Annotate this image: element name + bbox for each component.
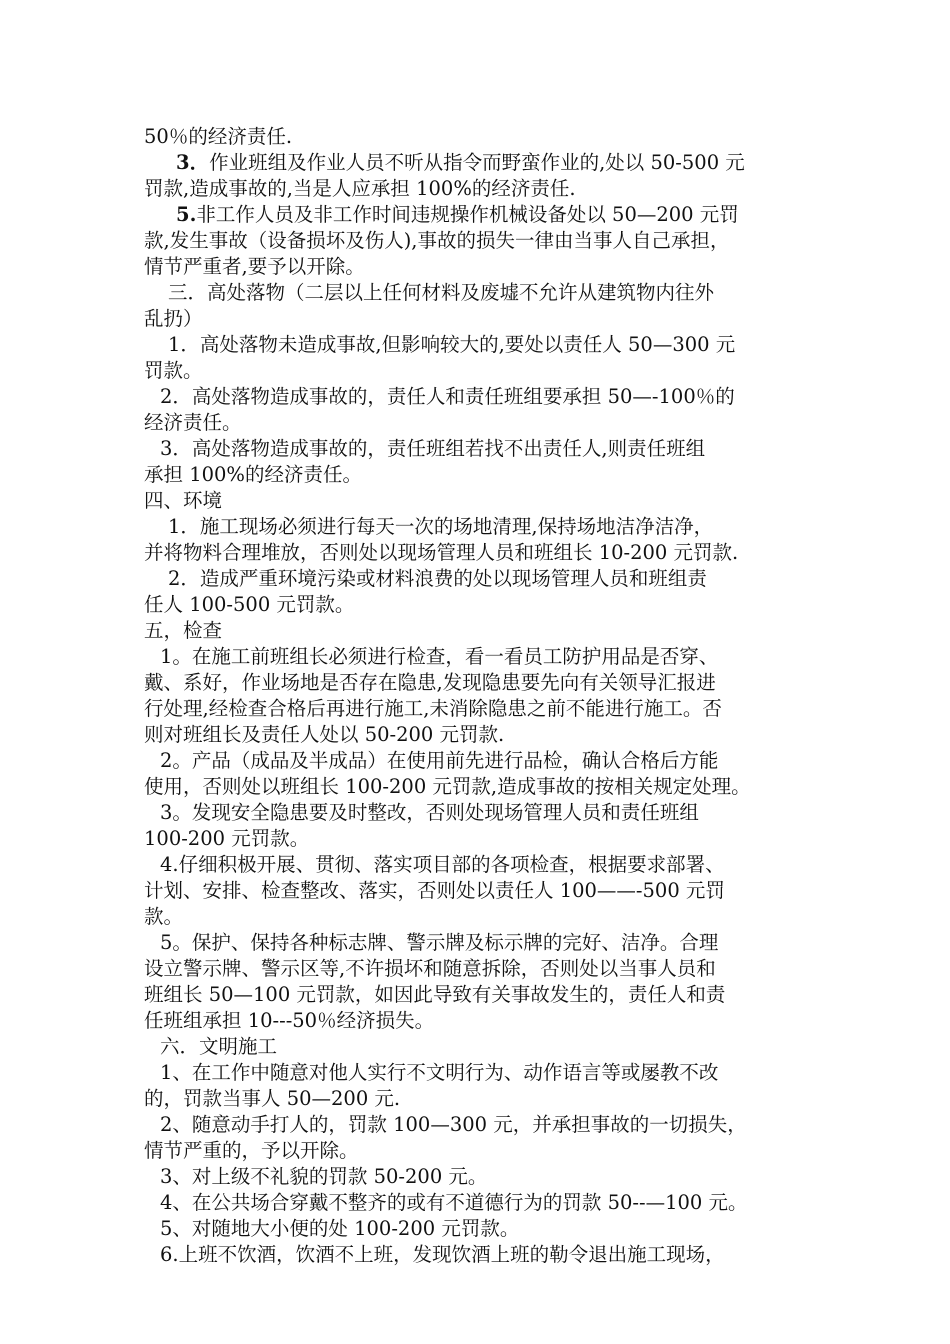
text-line: 并将物料合理堆放，否则处以现场管理人员和班组长 10-200 元罚款. xyxy=(144,541,739,564)
text-line: 100-200 元罚款。 xyxy=(144,827,310,850)
text-line: 1．施工现场必须进行每天一次的场地清理,保持场地洁净洁净， xyxy=(168,515,714,538)
text-line: 罚款。 xyxy=(144,359,203,382)
document-body xyxy=(144,124,816,1268)
text-line: 罚款,造成事故的,当是人应承担 100%的经济责任. xyxy=(144,177,576,200)
text-line: 3．高处落物造成事故的，责任班组若找不出责任人,则责任班组 xyxy=(160,437,706,460)
section-heading: 四、环境 xyxy=(144,489,223,512)
text-line: 计划、安排、检查整改、落实，否则处以责任人 100——-500 元罚 xyxy=(144,879,725,902)
text-line: 则对班组长及责任人处以 50-200 元罚款. xyxy=(144,723,505,746)
line-text: 作业班组及作业人员不听从指令而野蛮作业的,处以 50-500 元 xyxy=(209,151,745,174)
text-line: 承担 100%的经济责任。 xyxy=(144,463,362,486)
text-line: 1。在施工前班组长必须进行检查，看一看员工防护用品是否穿、 xyxy=(160,645,719,668)
text-line: 4、在公共场合穿戴不整齐的或有不道德行为的罚款 50--—100 元。 xyxy=(160,1191,748,1214)
text-line: 5。保护、保持各种标志牌、警示牌及标示牌的完好、洁净。合理 xyxy=(160,931,719,954)
text-line: 3。发现安全隐患要及时整改，否则处现场管理人员和责任班组 xyxy=(160,801,699,824)
text-line: 情节严重者,要予以开除。 xyxy=(144,255,365,278)
text-line: 2．高处落物造成事故的，责任人和责任班组要承担 50—-100％的 xyxy=(160,385,735,408)
text-line: 情节严重的，予以开除。 xyxy=(144,1139,359,1162)
text-line: 乱扔） xyxy=(144,307,203,330)
line-text: 非工作人员及非工作时间违规操作机械设备处以 50—200 元罚 xyxy=(196,203,739,226)
text-line: 款。 xyxy=(144,905,184,928)
section-heading: 六．文明施工 xyxy=(160,1035,278,1058)
text-line: 1．高处落物未造成事故,但影响较大的,要处以责任人 50—300 元 xyxy=(168,333,736,356)
text-line xyxy=(144,150,816,176)
text-line: 2。产品（成品及半成品）在使用前先进行品检，确认合格后方能 xyxy=(160,749,719,772)
text-line: 戴、系好，作业场地是否存在隐患,发现隐患要先向有关领导汇报进 xyxy=(144,671,716,694)
text-line: 款,发生事故（设备损坏及伤人),事故的损失一律由当事人自己承担， xyxy=(144,229,730,252)
text-line: 任班组承担 10---50％经济损失。 xyxy=(144,1009,435,1032)
text-line: 使用，否则处以班组长 100-200 元罚款,造成事故的按相关规定处理。 xyxy=(144,775,751,798)
text-line: 2、随意动手打人的，罚款 100—300 元，并承担事故的一切损失， xyxy=(160,1113,747,1136)
text-line: 5、对随地大小便的处 100-200 元罚款。 xyxy=(160,1217,520,1240)
text-line: 设立警示牌、警示区等,不许损坏和随意拆除，否则处以当事人员和 xyxy=(144,957,716,980)
text-line: 1、在工作中随意对他人实行不文明行为、动作语言等或屡教不改 xyxy=(160,1061,719,1084)
text-line: 行处理,经检查合格后再进行施工,未消除隐患之前不能进行施工。否 xyxy=(144,697,722,720)
text-line: 2．造成严重环境污染或材料浪费的处以现场管理人员和班组责 xyxy=(168,567,707,590)
item-number: 3． xyxy=(176,151,210,174)
text-line: 6.上班不饮酒，饮酒不上班，发现饮酒上班的勒令退出施工现场， xyxy=(160,1243,725,1266)
text-line: 4.仔细积极开展、贯彻、落实项目部的各项检查，根据要求部署、 xyxy=(160,853,725,876)
text-line: 班组长 50—100 元罚款，如因此导致有关事故发生的，责任人和责 xyxy=(144,983,726,1006)
text-line: 3、对上级不礼貌的罚款 50-200 元。 xyxy=(160,1165,488,1188)
section-heading: 五，检查 xyxy=(144,619,223,642)
text-line: 经济责任。 xyxy=(144,411,242,434)
text-line xyxy=(144,202,816,228)
section-heading: 三．高处落物（二层以上任何材料及废墟不允许从建筑物内往外 xyxy=(168,281,715,304)
item-number: 5. xyxy=(176,203,197,226)
text-line: 任人 100-500 元罚款。 xyxy=(144,593,355,616)
text-line: 的，罚款当事人 50—200 元. xyxy=(144,1087,401,1110)
text-line: 50％的经济责任. xyxy=(144,125,293,148)
